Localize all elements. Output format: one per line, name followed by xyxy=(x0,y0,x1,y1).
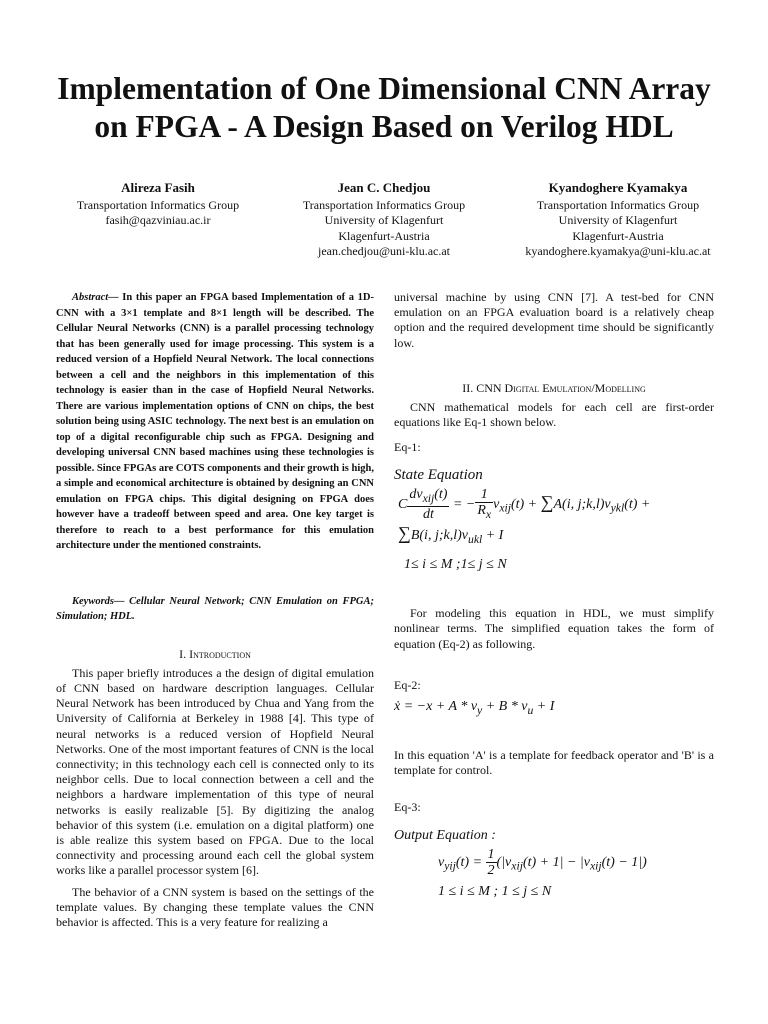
author-2 xyxy=(259,180,509,260)
emulation-paragraph-3: In this equation 'A' is a template for feedback operator and 'B' is a template for control. xyxy=(394,748,714,778)
author-affiliation: Transportation Informatics Group xyxy=(76,197,240,212)
abstract-body: In this paper an FPGA based Implementation of a 1D-CNN with a 3×1 template and 8×1 length will be described. The Cellular Neural Networks (CNN) is a parallel processing technology that has been generally used for image processing. This system is a reduced version of a Hopfield Neural Network. The local connections between a cell and the neighbors in this implementation of this technology is easier than in the case of Hopfield Neural Networks. There are various implementation options of CNN on chips, the best solution being using ASIC technology. The next best is an emulation on top of a digital reconfigurable chip such as FPGA. Designing and developing universal CNN based machines using these technologies is possible. Since FPGAs are COTS components and their growth is high, a simple and economical architecture is obtained by designing an CNN emulation on FPGA chips. This digital designing on FPGA does however have a tradeoff between speed and area. One key target is therefore to reach to a best performance for this emulation architecture under the mentioned constraints. xyxy=(56,292,374,551)
author-affiliation: Transportation Informatics Group xyxy=(536,197,700,212)
emulation-paragraph-2: For modeling this equation in HDL, we must simplify nonlinear terms. The simplified equation takes the form of equation (Eq-2) as following. xyxy=(394,606,714,651)
abstract xyxy=(56,290,374,554)
right-paragraph-1: universal machine by using CNN [7]. A test-bed for CNN emulation on an FPGA evaluation board is a relatively cheap option and the required development time should be significantly low. xyxy=(394,290,714,350)
author-email: jean.chedjou@uni-klu.ac.at xyxy=(318,244,450,258)
intro-paragraph-2: The behavior of a CNN system is based on the settings of the template values. By changing these template values the CNN behavior is affected. This is a very feature for realizing a xyxy=(56,884,374,929)
abstract-lead: Abstract— xyxy=(72,292,119,303)
author-name: Alireza Fasih xyxy=(121,180,195,195)
paper-title xyxy=(40,70,728,146)
section-heading-introduction: I. Introduction xyxy=(179,646,251,661)
right-column xyxy=(394,290,714,899)
intro-paragraph-1: This paper briefly introduces a the design of digital emulation of CNN based on hardware description languages. Cellular Neural Network has been introduced by Chua and Yang from the University of California at Berkeley in 1988 [4]. This type of neural networks is a reduced version of Hopfield Neural Networks. One of the most important features of CNN is the local connectivity; in this technology each cell is connected only to its neighbor cells. Due to local connection between a cell and the neighbors a hardware implementation of this type of neural networks is easily realizable [5]. By digitizing the analog behavior of this system (i.e. emulation on a digital platform) one is able realize this system based on FPGA. Due to the local connectivity and processing around each cell the global system works like a parallel processor system [6]. xyxy=(56,665,374,878)
left-column xyxy=(56,290,374,936)
title-line-1: Implementation of One Dimensional CNN Array xyxy=(57,71,711,106)
state-equation: C $\frac{dv_{xij}(t)}{dt}$ = − $\frac{1}{R_x}$ $v_{xij}(t) + \sum A(i$, $j;k,l)v_{ykl}(t)$ + ∑B(i, $j;k,l)v_{ukl} + I$ xyxy=(398,486,651,546)
author-name: Kyandoghere Kyamakya xyxy=(548,180,688,195)
simplified-equation: ẋ = $-x + A * v_y + B * v_u + I$ xyxy=(394,699,555,717)
eq1-constraint: 1≤ i ≤ M ;1≤ j ≤ N xyxy=(404,557,507,573)
state-equation-title: State Equation xyxy=(394,466,483,483)
eq3-label: Eq-3: xyxy=(394,800,421,815)
eq3-constraint: 1 ≤ i ≤ M ; 1 ≤ j ≤ N xyxy=(438,884,552,900)
emulation-paragraph-1: CNN mathematical models for each cell are first-order equations like Eq-1 shown below. xyxy=(394,400,714,430)
author-location: Klagenfurt-Austria xyxy=(338,228,430,243)
author-1 xyxy=(33,180,283,229)
author-university: University of Klagenfurt xyxy=(558,213,678,227)
output-equation: $v_{yij}(t)$ = $\frac{1}{2}$ $(|v_{xij}(t) + 1| - |v_{xij}(t) - 1|)$ xyxy=(438,846,647,879)
title-line-2: on FPGA - A Design Based on Verilog HDL xyxy=(94,109,674,144)
eq2-label: Eq-2: xyxy=(394,677,421,692)
author-location: Klagenfurt-Austria xyxy=(572,228,664,243)
section-heading-emulation: II. CNN Digital Emulation/Modelling xyxy=(462,380,646,395)
author-affiliation: Transportation Informatics Group xyxy=(302,197,466,212)
keywords: Keywords— Cellular Neural Network; CNN Emulation on FPGA; Simulation; HDL. xyxy=(56,595,374,622)
author-name: Jean C. Chedjou xyxy=(337,180,431,195)
author-university: University of Klagenfurt xyxy=(324,213,444,227)
eq1-label: Eq-1: xyxy=(394,440,421,455)
author-email: kyandoghere.kyamakya@uni-klu.ac.at xyxy=(525,244,711,258)
author-3 xyxy=(493,180,743,260)
output-equation-title: Output Equation : xyxy=(394,827,496,843)
author-email: fasih@qazviniau.ac.ir xyxy=(105,213,211,227)
